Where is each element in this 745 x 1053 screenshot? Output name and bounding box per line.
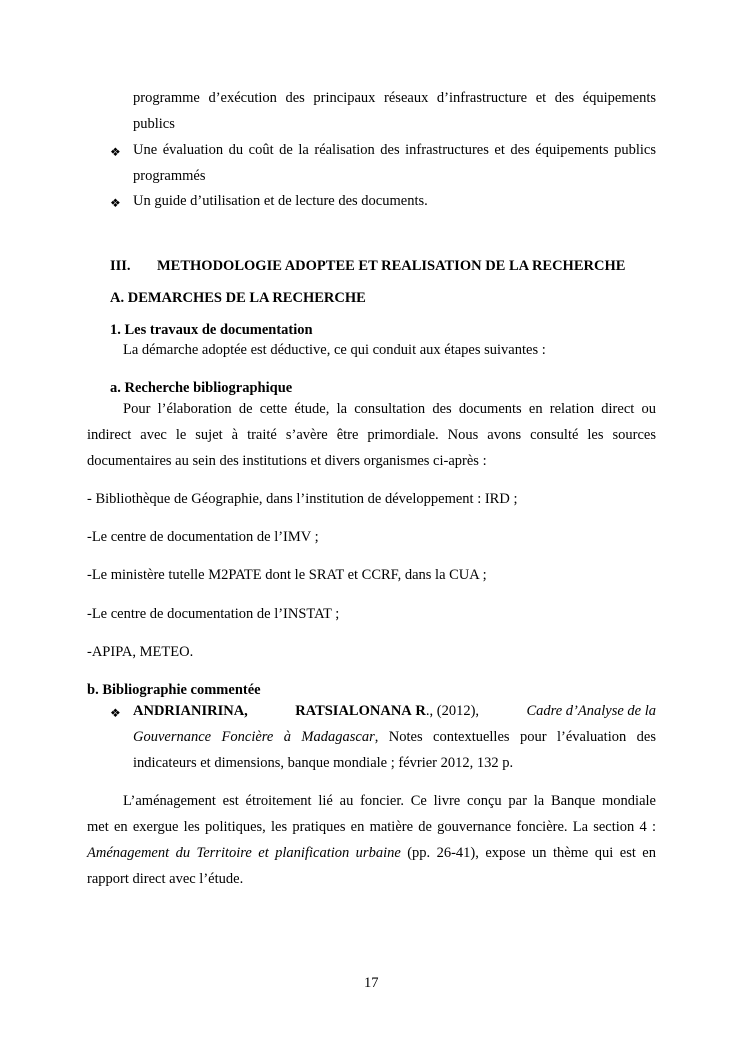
reference-title: Gouvernance Foncière à Madagascar: [133, 729, 375, 745]
body-text: La démarche adoptée est déductive, ce qui conduit aux étapes suivantes :: [123, 342, 546, 358]
bullet-item-line: Une évaluation du coût de la réalisation des infrastructures et des équipements publics: [133, 142, 656, 158]
reference-text: , Notes contextuelles pour l’évaluation des: [374, 729, 656, 745]
body-text-line: documentaires au sein des institutions et divers organismes ci-après :: [87, 453, 487, 469]
diamond-bullet-icon: ❖: [110, 196, 121, 210]
subsubsection-heading: b. Bibliographie commentée: [87, 682, 261, 698]
subsubsection-heading: 1. Les travaux de documentation: [110, 322, 313, 338]
reference-author: RATSIALONANA: [295, 703, 412, 719]
subsection-heading: A. DEMARCHES DE LA RECHERCHE: [110, 290, 366, 306]
list-item: -Le centre de documentation de l’INSTAT ;: [87, 606, 340, 622]
body-text-line: [87, 845, 656, 862]
list-item: -Le centre de documentation de l’IMV ;: [87, 529, 319, 545]
body-text-line: met en exergue les politiques, les pratiques en matière de gouvernance foncière. La section 4 :: [87, 819, 656, 835]
body-text-fragment: (pp. 26-41), expose un thème qui est en: [400, 845, 656, 861]
body-text-line: L’aménagement est étroitement lié au foncier. Ce livre conçu par la Banque mondiale: [123, 793, 656, 809]
bullet-item-line: programmés: [133, 168, 206, 184]
bullet-continuation-line: publics: [133, 116, 175, 132]
list-item: -Le ministère tutelle M2PATE dont le SRAT et CCRF, dans la CUA ;: [87, 567, 487, 583]
reference-line: [133, 703, 656, 720]
diamond-bullet-icon: ❖: [110, 706, 121, 720]
bullet-continuation-line: programme d’exécution des principaux réseaux d’infrastructure et des équipements: [133, 90, 656, 106]
reference-author: ANDRIANIRINA,: [133, 703, 248, 719]
italic-title: Aménagement du Territoire et planification urbaine: [87, 845, 401, 861]
section-number: III.: [110, 258, 131, 274]
body-text-line: rapport direct avec l’étude.: [87, 871, 244, 887]
reference-line: [133, 729, 656, 746]
body-text-line: Pour l’élaboration de cette étude, la consultation des documents en relation direct ou: [123, 401, 656, 417]
body-text-line: indirect avec le sujet à traité s’avère être primordiale. Nous avons consulté les sources: [87, 427, 656, 443]
diamond-bullet-icon: ❖: [110, 145, 121, 159]
list-item: -APIPA, METEO.: [87, 644, 194, 660]
page-number: 17: [364, 975, 379, 991]
reference-title: Cadre d’Analyse de la: [526, 703, 656, 719]
reference-initial: R: [415, 703, 426, 719]
bullet-item-line: Un guide d’utilisation et de lecture des documents.: [133, 193, 428, 209]
reference-year: ., (2012),: [425, 703, 480, 719]
section-heading: METHODOLOGIE ADOPTEE ET REALISATION DE LA RECHERCHE: [157, 258, 626, 274]
subsubsection-heading: a. Recherche bibliographique: [110, 380, 293, 396]
list-item: - Bibliothèque de Géographie, dans l’institution de développement : IRD ;: [87, 491, 518, 507]
reference-line: indicateurs et dimensions, banque mondiale ; février 2012, 132 p.: [133, 755, 514, 771]
